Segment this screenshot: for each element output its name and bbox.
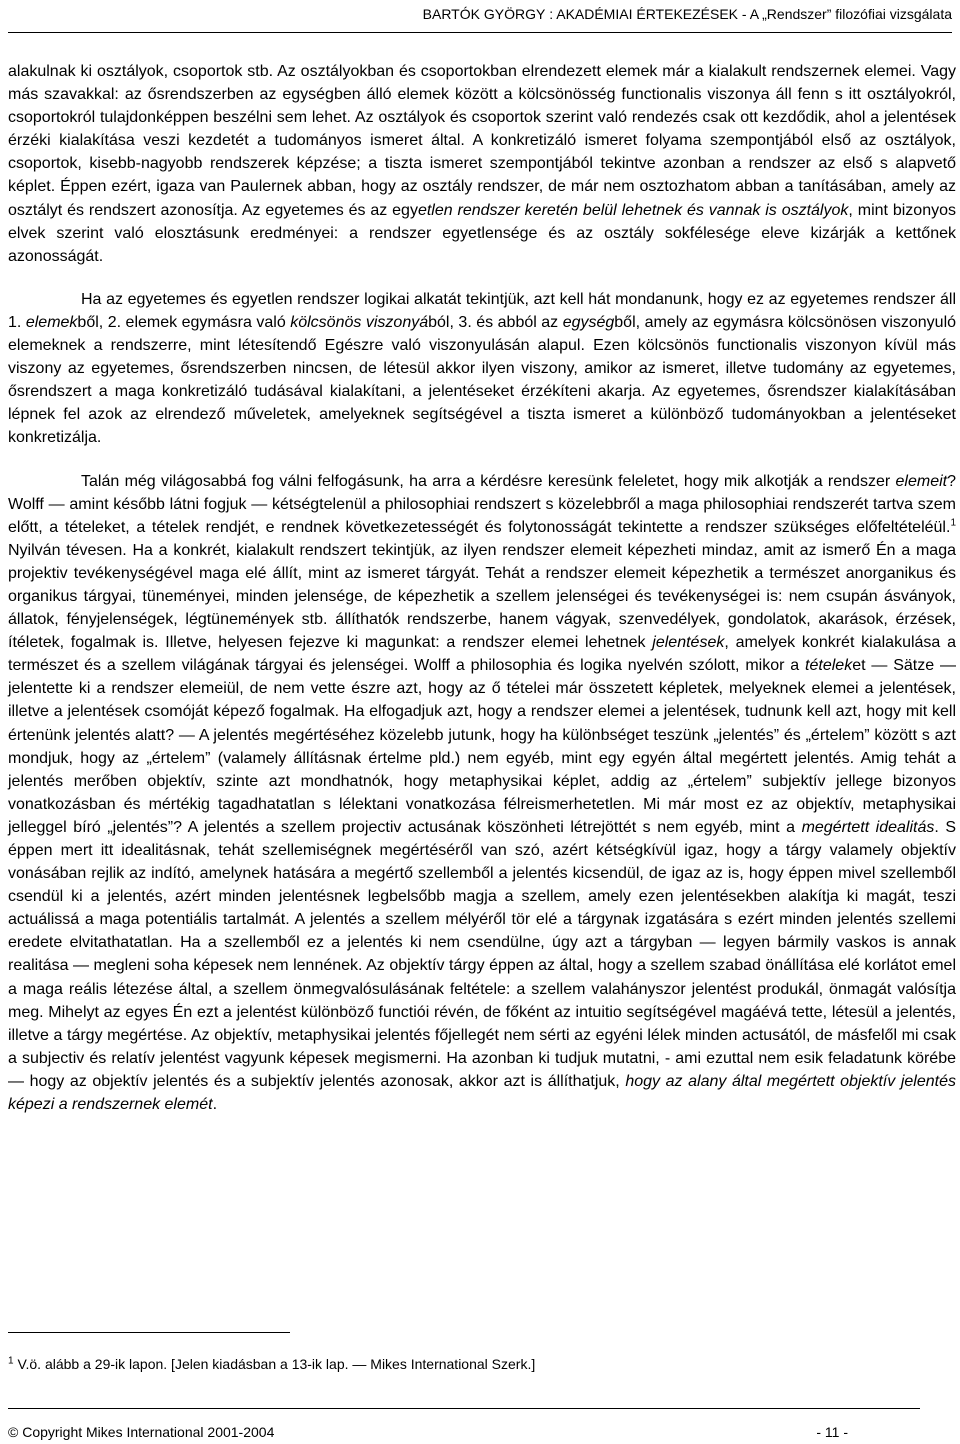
page-footer bbox=[8, 1423, 848, 1441]
page-body bbox=[8, 60, 956, 1136]
footnote-separator bbox=[8, 1332, 290, 1333]
running-header bbox=[8, 4, 952, 33]
paragraph-3: Talán még világosabbá fog válni felfogásunk, ha arra a kérdésre keresünk feleletet, hogy mik alkotják a rendszer elemeit? Wolff — amint később látni fogjuk — kétségtelenül a philosophiai rendszert s közelebbről a maga philosophiai rendszerét tartva szem előtt, a tételeket, a tételek rendjét, e rendnek következetességét és folytonosságát tekintette a rendszer szükséges előfeltételéül.$^1$ Nyilván tévesen. Ha a konkrét, kialakult rendszert tekintjük, az ilyen rendszer elemeit képezheti mindaz, amit az ismerő Én a maga projektiv tevékenységével maga elé állít, mint az ismeret tárgyát. Tehát a rendszer elemeit képezhetik a természet anorganikus és organikus tárgyai, tüneményei, minden jelensége, de képezhetik a szellem jelenségei és tevékenységei is: nem csupán ásványok, állatok, fényjelenségek, légtünemények stb. állíthatók rendszerbe, hanem vágyak, szenvedélyek, gondolatok, akarások, érzések, ítéletek, fogalmak is. Illetve, helyesen fejezve ki magunkat: a rendszer elemei lehetnek jelentések, amelyek konkrét kialakulása a természet és a szellem világának tárgyai és jelenségei. Wolff a philosophia és logika nyelvén szólott, mikor a tételeket — Sätze — jelentette ki a rendszer elemeiül, de nem vette észre azt, hogy az ő tételei már összetett képletek, melyeknek elemei a jelentések, illetve a jelentések csomóját képező fogalmak. Ha elfogadjuk azt, hogy a rendszer elemei a jelentések, tudnunk kell azt, hogy mit kell értenünk jelentés alatt? — A jelentés megértéséhez közelebb jutunk, hogy ha különbséget teszünk „jelentés” és „értelem” között s azt mondjuk, hogy az „értelem” (valamely állításnak értelme pld.) nem egyéb, mint egy egyén által megértett jelentés. Amig tehát a jelentés merőben objektív, szinte azt mondhatnók, hogy metaphysikai képlet, addig az „értelem” subjektív jellege bizonyos vonatkozásban és mértékig tagadhatatlan s lélektani vonatkozása félreismerhetetlen. Mi már most ez az objektív, metaphysikai jelleggel bíró „jelentés”? A jelentés a szellem projectiv actusának köszönheti létrejöttét s nem egyéb, mint a megértett idealitás. S éppen mert itt idealitásnak, tehát szellemiségnek megértéséről van szó, azért kétségkívül igaz, hogy a tárgy valamely objektív vonásában rejlik az indító, amelynek hatására a megértő szellemből a jelentés kicsendül, de igaz az is, hogy éppen mivel szellemből csendül ki a jelentés, azért minden jelentésnek legbelsőbb magja a szellem, amely ezen jelentésekben alakítja ki magát, teszi actuálissá a maga potentiális tartalmát. A jelentés a szellem mélyéről tör elé a tárgynak izgatására s ezért minden jelentés szellemi eredete elvitathatatlan. Ha a szellemből ez a jelentés ki nem csendülne, úgy azt a tárgyban — legyen bármily vaskos is annak realitása — megleni soha képesek nem lennének. Az objektív tárgy éppen az által, hogy a szellem szabad önállítása elé korlátot emel a maga reális létezése által, a szellem önmegvalósulásának feltétele: a szellem valahányszor jelentést produkál, önmagát valósítja meg. Mihelyt az egyes Én ezt a jelentést különböző functiói révén, de főként az intuitio segítségével magáévá tette, létesül a jelentés, illetve a tárgy megértése. Az objektív, metaphysikai jelentés főjellegét nem sérti az egyéni lélek minden actusától, de másfelől mi csak a subjectiv és relatív jelentést vagyunk képesek megismerni. Ha azonban ki tudjuk mutatni, - ami ezuttal nem esik feladatunk körébe — hogy az objektív jelentés és a subjektív jelentés azonosak, akkor azt is állíthatjuk, hogy az alany által megértett objektív jelentés képezi a rendszernek elemét. bbox=[8, 472, 957, 1114]
header-author: BARTÓK GYÖRGY bbox=[422, 6, 546, 22]
footnote-text: V.ö. alább a 29-ik lapon. [Jelen kiadásban a 13-ik lap. — Mikes International Szerk.] bbox=[13, 1356, 536, 1372]
copyright-notice: © Copyright Mikes International 2001-2004 bbox=[8, 1424, 275, 1440]
footnote-mark: 1 bbox=[8, 1355, 14, 1367]
page-number: - 11 - bbox=[816, 1424, 848, 1440]
footnote bbox=[8, 1352, 535, 1376]
paragraph-2: Ha az egyetemes és egyetlen rendszer logikai alkatát tekintjük, azt kell hát mondanunk, hogy ez az egyetemes rendszer áll 1. elemekből, 2. elemek egymásra való kölcsönös viszonyából, 3. és abból az egységből, amely az egymásra kölcsönösen viszonyuló elemeknek a rendszerre, mint létesítendő Egészre való viszonyulásán alapul. Ezen kölcsönös functionalis viszonyon kívül más viszony az egyetemes, ősrendszerben nincsen, de létesül akkor ilyen viszony, amikor az ismeret, illetve tudomány az egyetemes, ősrendszert a maga konkretizáló tudásával kialakítani, a jelentéseket érzékíteni akarja. Az egyetemes, ősrendszer kialakításában lépnek fel azok az elrendező műveletek, amelyeknek segítségével a tiszta ismeret a különböző tudományokban a jelentéseket konkretizálja. bbox=[8, 290, 957, 447]
footer-separator bbox=[8, 1408, 920, 1409]
footnote-reference[interactable]: 1 bbox=[950, 517, 956, 529]
header-title: : AKADÉMIAI ÉRTEKEZÉSEK - A „Rendszer” filozófiai vizsgálata bbox=[545, 6, 952, 22]
paragraph-1: alakulnak ki osztályok, csoportok stb. Az osztályokban és csoportokban elrendezett elemek már a kialakult rendszernek elemei. Vagy más szavakkal: az ősrendszerben az egységben álló elemek között a kölcsönösség functionalis viszonya áll fenn s itt osztályokról, csoportokról tulajdonképpen beszélni sem lehet. Az osztályok és csoportok szerint való rendezés csak ott kezdődik, ahol a jelentések érzéki kialakítása veszi kezdetét a tudományos ismeret által. A konkretizáló ismeret folyama szempontjából első az osztályok, csoportok, kisebb-nagyobb rendszerek képzése; a tiszta ismeret szempontjából tekintve azonban a rendszer az első s alapvető képlet. Éppen ezért, igaza van Paulernek abban, hogy az osztály rendszer, de már nem osztozhatom abban a tanításában, amely az osztályt és rendszert azonosítja. Az egyetemes és az egyetlen rendszer keretén belül lehetnek és vannak is osztályok, mint bizonyos elvek szerint való elosztásunk eredményei: a rendszer egyetlensége és az osztály sokfélesége eleve kizárják a kettőnek azonosságát. bbox=[8, 63, 956, 265]
